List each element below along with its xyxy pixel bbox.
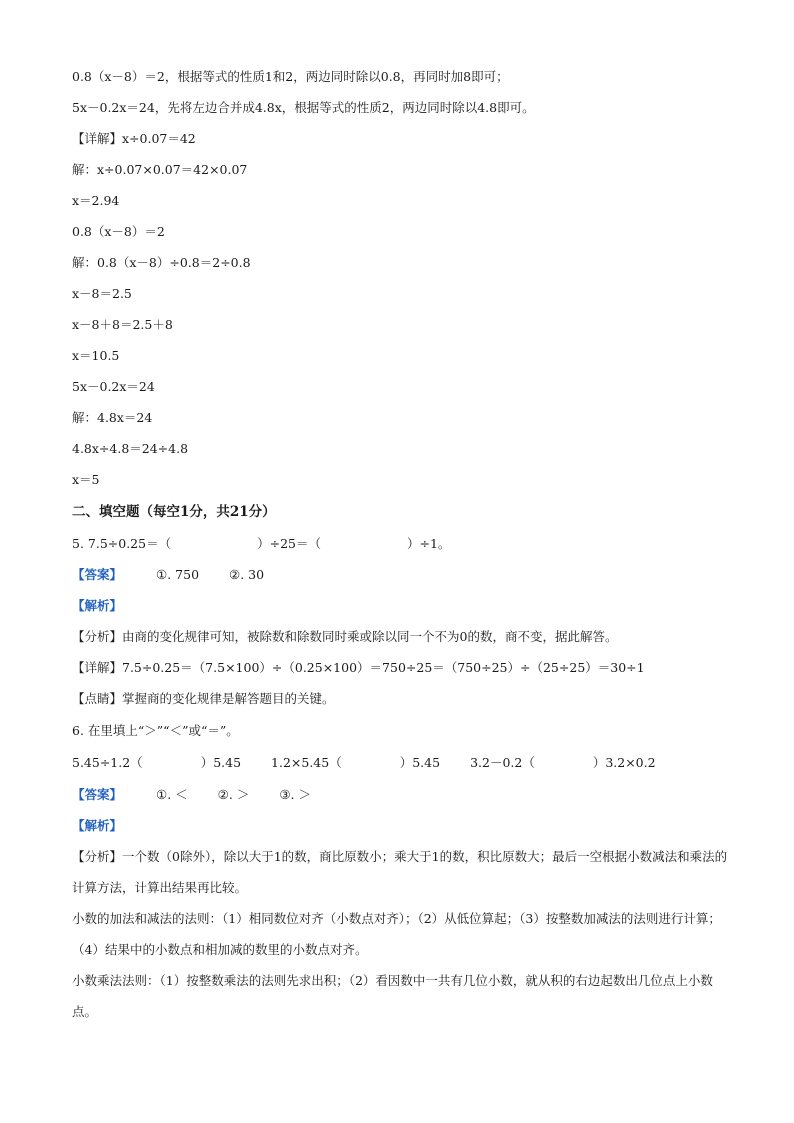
q5-fenxi: 【分析】由商的变化规律可知，被除数和除数同时乘或除以同一个不为0的数，商不变，据此解答。 [72, 629, 618, 644]
q6-item-b: ）5.45 [399, 755, 441, 770]
text-line: x－8＝2.5 [72, 286, 132, 301]
q6-mul-rule: 小数乘法法则：（1）按整数乘法的法则先求出积；（2）看因数中一共有几位小数，就从积的右边起数出几位点上小数点。 [72, 973, 713, 1019]
q6-answer-line [72, 786, 732, 804]
q6-item-a: 3.2－0.2（ [470, 755, 535, 770]
text-line: 解：x÷0.07×0.07＝42×0.07 [72, 162, 248, 177]
analysis-tag: 【解析】 [72, 818, 123, 833]
text-line: x＝2.94 [72, 193, 120, 208]
text-line: 5x－0.2x＝24，先将左边合并成4.8x，根据等式的性质2，两边同时除以4.8即可。 [72, 100, 535, 115]
q6-item-b: ）3.2×0.2 [592, 755, 656, 770]
text-line: 4.8x÷4.8＝24÷4.8 [72, 441, 189, 456]
q6-fenxi: 【分析】一个数（0除外），除以大于1的数，商比原数小；乘大于1的数，积比原数大；最后一空根据小数减法和乘法的计算方法，计算出结果再比较。 [72, 849, 728, 895]
text-line: x＝10.5 [72, 348, 120, 363]
text-line: x＝5 [72, 472, 100, 487]
answer-tag: 【答案】 [72, 787, 123, 802]
q6-item-a: 1.2×5.45（ [271, 755, 342, 770]
answer-tag: 【答案】 [72, 567, 123, 582]
q6-add-rule: 小数的加法和减法的法则：（1）相同数位对齐（小数点对齐）；（2）从低位算起；（3）按整数加减法的法则进行计算；（4）结果中的小数点和相加减的数里的小数点对齐。 [72, 911, 721, 957]
text-line: 【详解】x÷0.07＝42 [72, 131, 196, 146]
text-line: 0.8（x－8）＝2 [72, 224, 165, 239]
q6-title: 6. 在里填上“＞”“＜”或“＝”。 [72, 723, 239, 738]
q6-item-a: 5.45÷1.2（ [72, 755, 143, 770]
answer-item: ②. 30 [229, 567, 265, 582]
answer-item: ②. ＞ [217, 787, 250, 802]
q6-analysis-tag [72, 817, 732, 835]
text-line: 解：4.8x＝24 [72, 410, 153, 425]
q5-text-c: ）÷1。 [406, 536, 451, 551]
q6-items [72, 754, 732, 772]
q5-xiangjie: 【详解】7.5÷0.25＝（7.5×100）÷（0.25×100）＝750÷25＝（750÷25）÷（25÷25）＝30÷1 [72, 660, 645, 675]
answer-item: ①. 750 [156, 567, 200, 582]
text-line: 5x－0.2x＝24 [72, 379, 155, 394]
analysis-tag: 【解析】 [72, 598, 123, 613]
text-line: x－8＋8＝2.5＋8 [72, 317, 173, 332]
q5-text-b: ）÷25＝（ [257, 536, 321, 551]
q6-item-b: ）5.45 [200, 755, 242, 770]
answer-item: ③. ＞ [279, 787, 311, 802]
section-title: 二、填空题（每空1分，共21分） [72, 504, 276, 520]
answer-item: ①. ＜ [156, 787, 188, 802]
q5-analysis-tag [72, 597, 732, 615]
text-line: 解：0.8（x－8）÷0.8＝2÷0.8 [72, 255, 251, 270]
text-line: 0.8（x－8）＝2，根据等式的性质1和2，两边同时除以0.8，再同时加8即可； [72, 69, 509, 84]
q5-answer-line [72, 566, 732, 584]
q5-text-a: 5. 7.5÷0.25＝（ [72, 536, 172, 551]
q5-dianjing: 【点睛】掌握商的变化规律是解答题目的关键。 [72, 691, 335, 706]
question-5 [72, 535, 732, 553]
